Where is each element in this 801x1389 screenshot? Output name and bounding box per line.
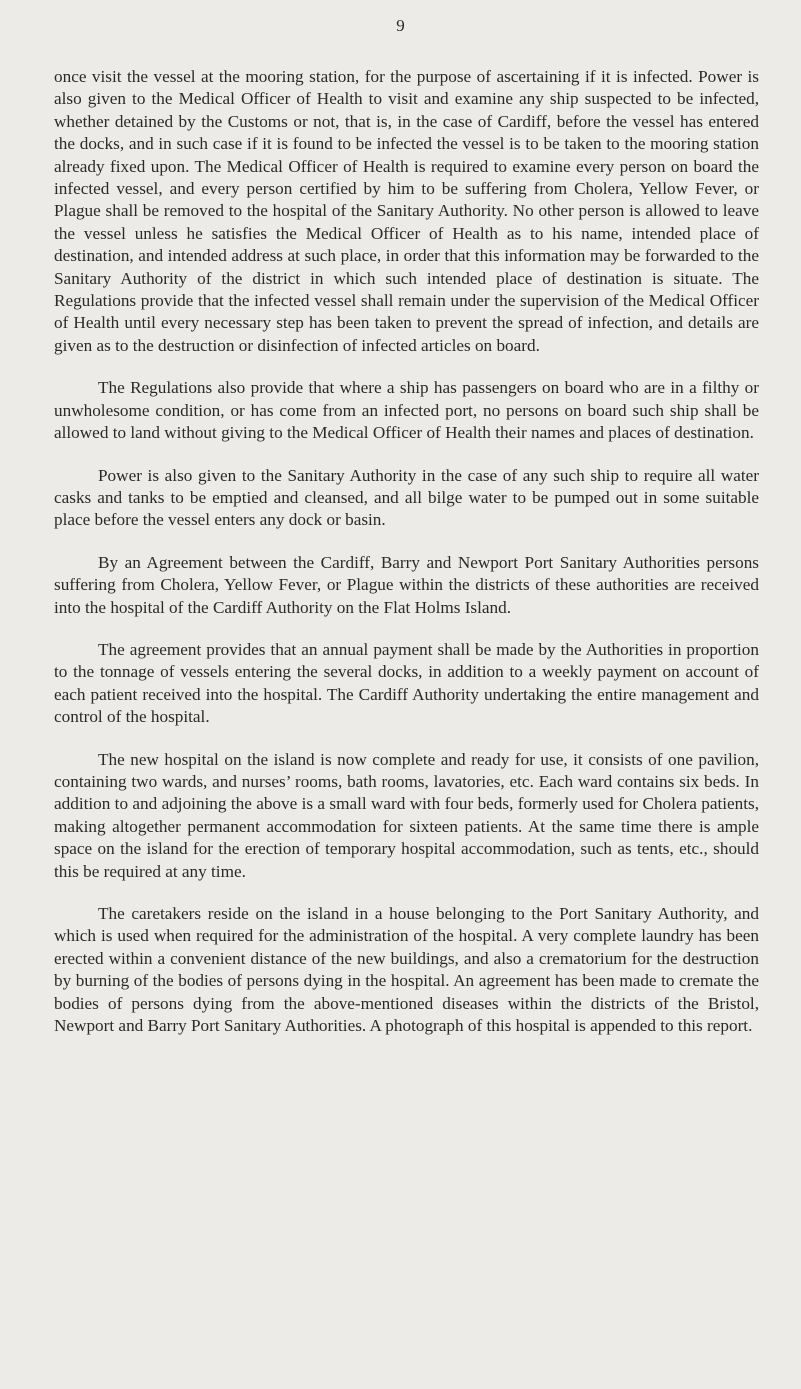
paragraph-3: Power is also given to the Sanitary Authority in the case of any such ship to require all water casks and tanks to be emptied and cleansed, and all bilge water to be pumped out in some suitable place before the vessel enters any dock or basin. [54,465,759,530]
paragraph-7: The caretakers reside on the island in a house belonging to the Port Sanitary Authority, and which is used when required for the administration of the hospital. A very complete laundry has been erected within a convenient distance of the new buildings, and also a crematorium for the destruction by burning of the bodies of persons dying in the hospital. An agreement has been made to cremate the bodies of persons dying from the above-mentioned diseases within the districts of the Bristol, Newport and Barry Port Sanitary Authorities. A photograph of this hospital is appended to this report. [54,904,759,1036]
paragraph-2: The Regulations also provide that where a ship has passengers on board who are in a filthy or unwholesome condition, or has come from an infected port, no persons on board such ship shall be allowed to land without giving to the Medical Officer of Health their names and places of destination. [54,378,759,443]
paragraph-6: The new hospital on the island is now complete and ready for use, it consists of one pavilion, containing two wards, and nurses’ rooms, bath rooms, lavatories, etc. Each ward contains six beds. In addition to and adjoining the above is a small ward with four beds, formerly used for Cholera patients, making altogether permanent accommodation for sixteen patients. At the same time there is ample space on the island for the erection of temporary hospital accommodation, such as tents, etc., should this be required at any time. [54,749,759,881]
paragraph-1: once visit the vessel at the mooring station, for the purpose of ascertaining if it is infected. Power is also given to the Medical Officer of Health to visit and examine any ship suspected to be infected, whether detained by the Customs or not, that is, in the case of Cardiff, before the vessel has entered the docks, and in such case if it is found to be infected the vessel is to be taken to the mooring station already fixed upon. The Medical Officer of Health is required to examine every person on board the infected vessel, and every person certified by him to be suffering from Cholera, Yellow Fever, or Plague shall be removed to the hospital of the Sanitary Authority. No other person is allowed to leave the vessel unless he satisfies the Medical Officer of Health as to his name, intended place of destination, and intended address at such place, in order that this information may be forwarded to the Sanitary Authority of the district in which such intended place of destination is situate. The Regulations provide that the infected vessel shall remain under the supervision of the Medical Officer of Health until every necessary step has been taken to prevent the spread of infection, and details are given as to the destruction or disinfection of infected articles on board. [54,67,759,355]
paragraph-4: By an Agreement between the Cardiff, Barry and Newport Port Sanitary Authorities persons suffering from Cholera, Yellow Fever, or Plague within the districts of these authorities are received into the hospital of the Cardiff Authority on the Flat Holms Island. [54,552,759,617]
page-number: 9 [396,16,405,35]
paragraph-5: The agreement provides that an annual payment shall be made by the Authorities in proportion to the tonnage of vessels entering the several docks, in addition to a weekly payment on account of each patient received into the hospital. The Cardiff Authority undertaking the entire management and control of the hospital. [54,639,759,727]
